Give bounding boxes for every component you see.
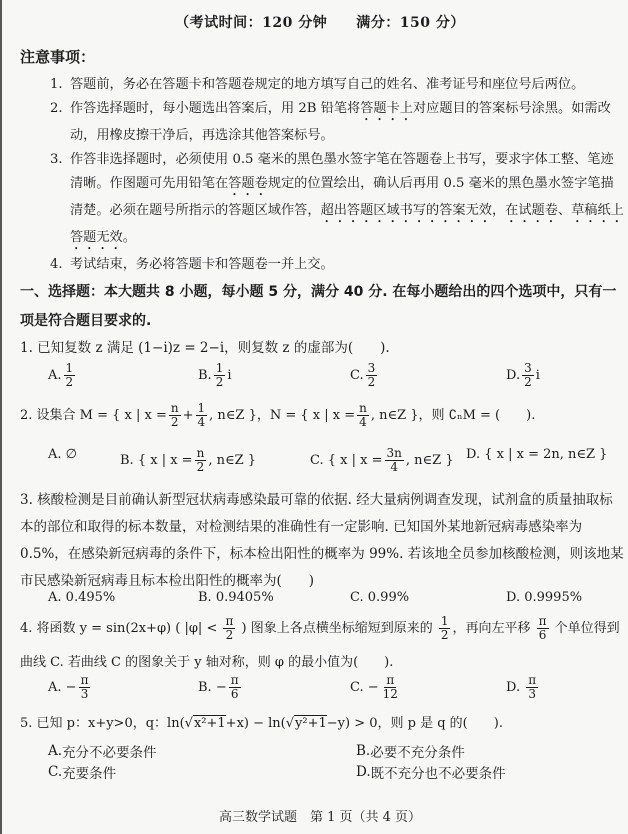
- option-b: [198, 362, 232, 389]
- option-label: B.: [120, 453, 134, 468]
- sqrt-symbol: √: [285, 716, 295, 731]
- option-text: , n∈Z }: [405, 453, 454, 468]
- option-text: { x | x = 2n, n∈Z }: [484, 447, 608, 462]
- fraction: [169, 402, 181, 429]
- fraction: [439, 615, 451, 642]
- stem-part: , n∈Z }，N = { x | x =: [209, 407, 356, 423]
- question-4-stem: [20, 612, 626, 680]
- option-a: [48, 447, 77, 462]
- notice-item-1: [50, 73, 625, 97]
- fraction: [366, 362, 378, 389]
- option-label: A.: [48, 590, 62, 605]
- option-label: D.: [356, 764, 371, 780]
- option-c: [350, 590, 409, 605]
- numerator: n: [170, 401, 179, 415]
- option-d: [506, 590, 582, 605]
- option-label: B.: [356, 743, 371, 759]
- fraction: [196, 402, 208, 429]
- numerator: 1: [215, 361, 224, 375]
- stem-part: 4. 将函数 y = sin(2x+φ) ( |φ| <: [20, 621, 222, 636]
- numerator: π: [225, 614, 234, 628]
- exam-info: （考试时间：120 分钟 满分：150 分）: [175, 15, 465, 31]
- denominator: 2: [524, 375, 532, 389]
- option-b: [198, 590, 274, 605]
- fraction: [229, 674, 241, 701]
- emphasis-text: 答题卡上: [360, 101, 413, 116]
- option-a: [48, 741, 157, 761]
- notice-text-part: 规定的位置绘出，确认后再用 0.5 毫米的黑色墨水签字笔描清楚。必须在题号所指示的答题区域作答，: [70, 176, 614, 218]
- numerator: π: [386, 673, 395, 687]
- option-suffix: i: [227, 368, 232, 383]
- stem-part: ，再向左平移: [452, 621, 535, 636]
- notice-text: [70, 148, 625, 253]
- option-text: 0.99%: [367, 590, 410, 605]
- question-1-options: [48, 362, 608, 398]
- option-text: 必要不充分条件: [370, 745, 465, 761]
- option-text: 0.9995%: [524, 590, 583, 605]
- notice-item-4: [50, 253, 625, 277]
- option-label: C.: [350, 368, 364, 383]
- option-d: [506, 362, 540, 389]
- stem-part: ) 图象上各点横坐标缩短到原来的: [237, 621, 437, 636]
- option-text: ∅: [65, 447, 77, 462]
- denominator: 2: [196, 460, 205, 474]
- sqrt-symbol: √: [184, 716, 193, 731]
- numerator: 1: [440, 614, 449, 628]
- option-c: [48, 762, 116, 782]
- notice-text-part: 作答选择题时，每小题选出答案后，用 2B 铅笔将: [70, 101, 361, 116]
- denominator: 2: [65, 375, 74, 389]
- option-label: B.: [198, 368, 212, 383]
- option-text: 充要条件: [62, 766, 117, 782]
- option-d: [356, 762, 506, 782]
- option-sign: −: [367, 680, 379, 695]
- option-text: , n∈Z }: [208, 453, 257, 468]
- numerator: 1: [197, 401, 206, 415]
- option-c: [350, 362, 379, 389]
- section-title: 一、选择题：本大题共 8 小题，每小题 5 分，满分 40 分. 在每小题给出的四个选项中，只有一项是符合题目要求的.: [20, 284, 617, 329]
- option-text: 既不充分也不必要条件: [370, 766, 506, 782]
- numerator: 3: [367, 361, 376, 375]
- numerator: π: [80, 673, 89, 687]
- fraction: [195, 447, 207, 474]
- option-b: [356, 741, 465, 761]
- numerator: n: [359, 401, 367, 415]
- sqrt-content: x²+1: [193, 716, 226, 731]
- option-label: C.: [350, 680, 364, 695]
- notice-text-part: 。: [122, 230, 136, 245]
- question-3-options: [48, 590, 608, 612]
- option-label: C.: [310, 453, 324, 468]
- denominator: 2: [215, 375, 224, 389]
- page-footer: 高三数学试题 第 1 页（共 4 页）: [218, 810, 422, 825]
- question-3-stem: 3. 核酸检测是目前确认新型冠状病毒感染最可靠的依据. 经大量病例调查发现，试剂盒的质量抽取标本的部位和取得的标本数量，对检测结果的准确性有一定影响. 已知国外某地新冠病毒感染率为 0.5%，在感染新冠病毒的条件下，标本检出阳性的概率为 99%. 若该地全员参加核酸检测，则该地某市民感染新冠病毒且标本检出阳性的概率为( ): [20, 492, 624, 589]
- option-label: B.: [198, 590, 212, 605]
- notice-number: 2.: [50, 101, 63, 116]
- notice-number: 4.: [50, 257, 63, 272]
- fraction: [223, 615, 235, 642]
- option-d: [506, 674, 540, 701]
- fraction: [214, 362, 226, 389]
- denominator: 2: [440, 628, 449, 642]
- option-text: 0.9405%: [215, 590, 274, 605]
- notice-number: 3.: [50, 152, 63, 167]
- notice-number: 1.: [50, 77, 63, 92]
- denominator: 4: [390, 460, 399, 474]
- option-suffix: i: [535, 368, 540, 383]
- notice-text: 考试结束，务必将答题卡和答题卷一并上交。: [70, 257, 334, 272]
- fraction: [79, 674, 91, 701]
- question-2-options: [48, 447, 608, 487]
- option-label: D.: [506, 368, 521, 383]
- notice-text: [70, 97, 625, 148]
- option-label: C.: [48, 764, 63, 780]
- stem-part: 2. 设集合 M = { x | x =: [20, 407, 167, 423]
- option-sign: −: [65, 680, 77, 695]
- sqrt-content: y²+1: [295, 716, 327, 731]
- option-label: D.: [506, 590, 521, 605]
- stem-part: +x) − ln(: [225, 716, 286, 731]
- numerator: π: [528, 673, 537, 687]
- question-2-stem: [20, 402, 626, 429]
- question-5-options: [48, 741, 608, 783]
- notice-item-2: [50, 97, 625, 148]
- numerator: 3: [524, 361, 532, 375]
- denominator: 3: [528, 687, 536, 701]
- option-b: [120, 447, 256, 474]
- option-label: B.: [198, 680, 212, 695]
- option-a: [48, 362, 77, 389]
- notice-text-part: 对应题目的答案标号涂黑。如需改动，用橡皮擦干净后，再选涂其他答案标号。: [70, 101, 611, 143]
- option-c: [310, 447, 454, 474]
- fraction: [357, 402, 369, 429]
- option-label: A.: [48, 680, 62, 695]
- option-label: A.: [48, 743, 63, 759]
- denominator: 12: [382, 687, 398, 701]
- option-text: { x | x =: [327, 453, 383, 468]
- option-text: 充分不必要条件: [62, 745, 157, 761]
- fraction: [537, 615, 549, 642]
- denominator: 2: [367, 375, 376, 389]
- numerator: π: [538, 614, 547, 628]
- numerator: n: [196, 446, 205, 460]
- option-label: D.: [466, 447, 481, 462]
- stem-part: +: [182, 407, 194, 423]
- notice-title: 注意事项：: [20, 48, 96, 66]
- denominator: 6: [230, 687, 239, 701]
- option-a: [48, 590, 115, 605]
- numerator: π: [230, 673, 239, 687]
- notice-text-part: 作答非选择题时，必须使用 0.5 毫米的黑色墨水签字笔在答题卷上书写，要求字体工整、笔迹清晰。作图题可先用铅笔在: [70, 152, 614, 191]
- question-1-stem: 1. 已知复数 z 满足 (1−i)z = 2−i，则复数 z 的虚部为( ).: [20, 340, 390, 356]
- notice-item-3: [50, 148, 625, 253]
- option-label: D.: [506, 680, 521, 695]
- option-label: C.: [350, 590, 364, 605]
- notice-text: 答题前，务必在答题卡和答题卷规定的地方填写自己的姓名、准考证号和座位号后两位。: [70, 77, 585, 92]
- option-label: A.: [48, 368, 62, 383]
- option-sign: −: [215, 680, 227, 695]
- question-4-options: [48, 674, 608, 710]
- emphasis-text: 超出答题区域书写的答案无效，在试题卷、草稿纸上答题无效: [70, 203, 624, 245]
- fraction: [64, 362, 76, 389]
- fraction: [522, 362, 534, 389]
- stem-part: 5. 已知 p：x+y>0，q：ln(: [20, 716, 185, 731]
- denominator: 2: [225, 628, 234, 642]
- question-5-stem: [20, 712, 626, 736]
- stem-part: −y) > 0，则 p 是 q 的( ).: [326, 716, 503, 731]
- option-text: 0.495%: [65, 590, 116, 605]
- notice-list: [50, 73, 625, 277]
- denominator: 2: [170, 415, 179, 429]
- page-left-edge: [0, 0, 2, 834]
- option-a: [48, 674, 92, 701]
- option-text: { x | x =: [137, 453, 193, 468]
- option-c: [350, 674, 402, 701]
- numerator: 1: [65, 361, 74, 375]
- denominator: 4: [359, 415, 367, 429]
- fraction: [526, 674, 538, 701]
- fraction: [385, 447, 404, 474]
- emphasis-text: 答题卷: [228, 176, 268, 191]
- fraction: [381, 674, 400, 701]
- denominator: 3: [80, 687, 89, 701]
- option-d: [466, 447, 607, 462]
- denominator: 6: [538, 628, 547, 642]
- stem-part: , n∈Z }，则 ∁ₙM = ( ).: [370, 407, 536, 423]
- option-label: A.: [48, 447, 62, 462]
- option-b: [198, 674, 243, 701]
- numerator: 3n: [386, 446, 402, 460]
- stem-part: 个单位得到曲线 C. 若曲线 C 的图象关于 y 轴对称，则 φ 的最小值为( ).: [20, 621, 620, 670]
- denominator: 4: [197, 415, 206, 429]
